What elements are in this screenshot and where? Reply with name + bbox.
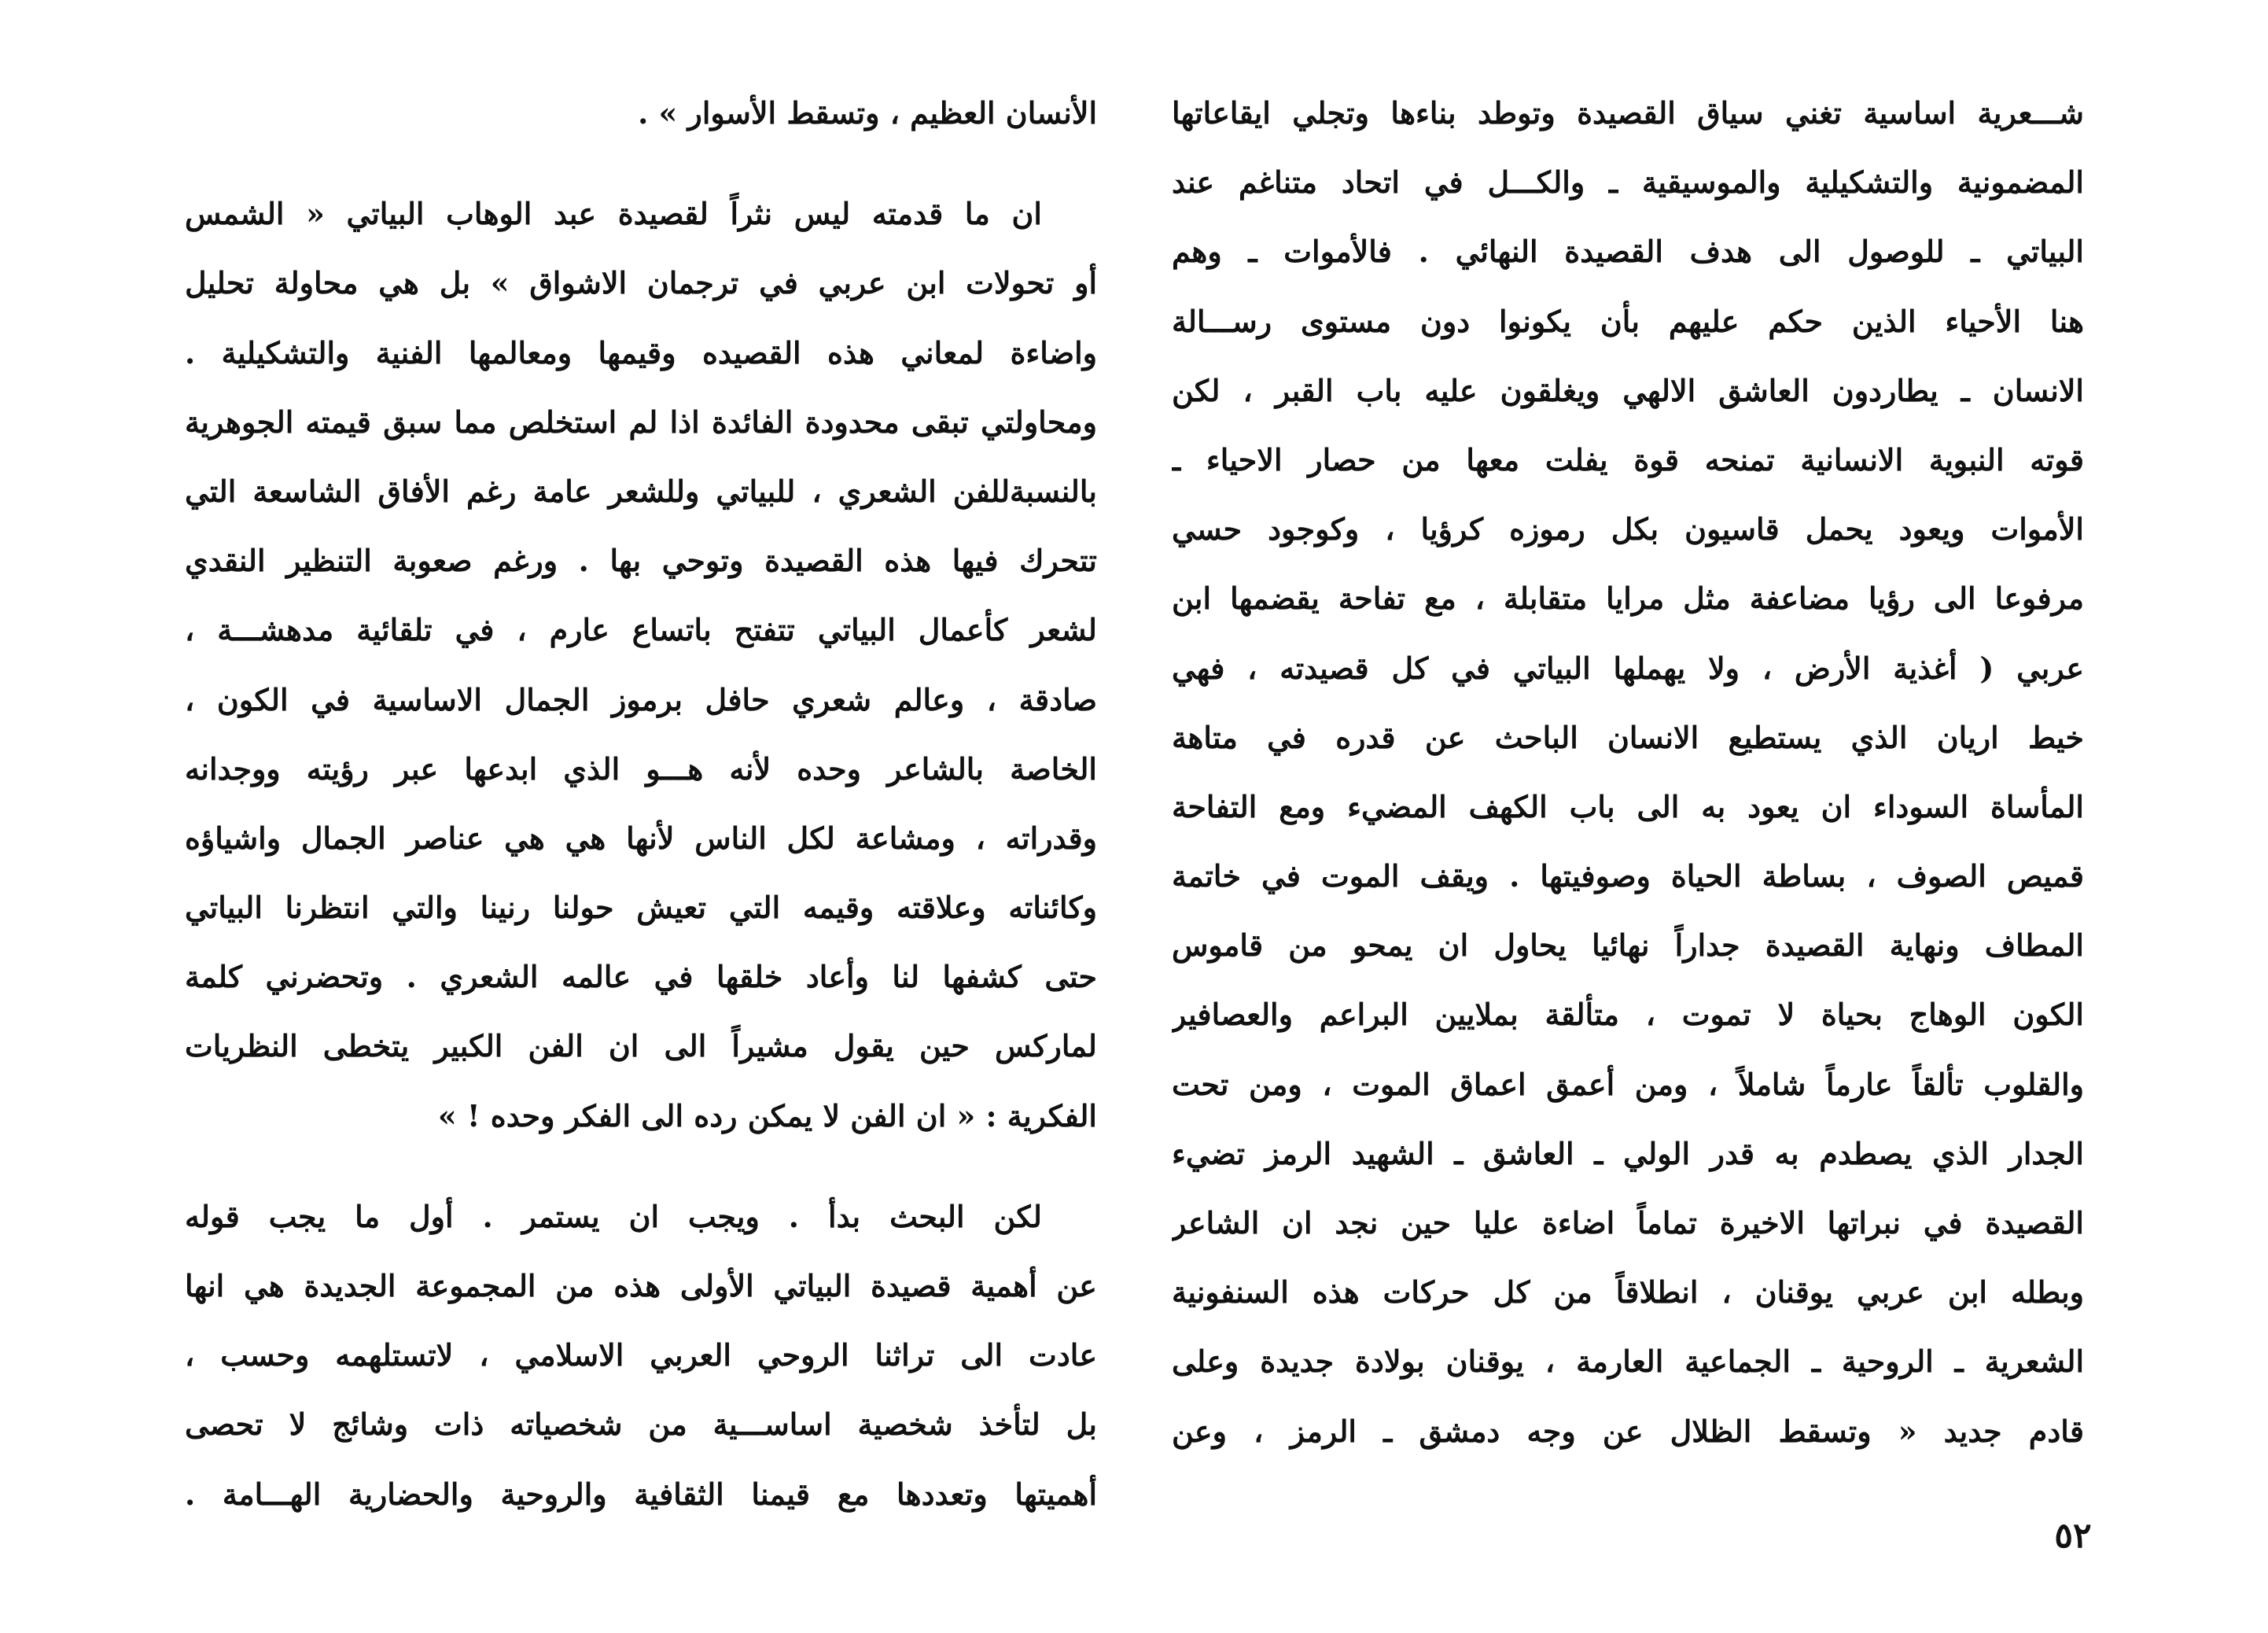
text-line: قميص الصوف ، بساطة الحياة وصوفيتها . ويقف الموت في خاتمة [1172,858,2084,894]
text-line: الانسان ـ يطاردون العاشق الالهي ويغلقون عليه باب القبر ، لكن [1172,372,2084,408]
text-line: المضمونية والتشكيلية والموسيقية ـ والكـــل في اتحاد متناغم عند [1172,164,2084,201]
right-text-column [1172,79,2084,1466]
text-line: البياتي ـ للوصول الى هدف القصيدة النهائي . فالأموات ـ وهم [1172,234,2084,270]
text-line: خيط اريان الذي يستطيع الانسان الباحث عن قدره في متاهة [1172,719,2084,755]
text-line: بل لتأخذ شخصية اساســـية من شخصياته ذات وشائج لا تحصى [185,1406,1097,1443]
text-line: تتحرك فيها هذه القصيدة وتوحي بها . ورغم صعوبة التنظير النقدي [185,543,1097,579]
text-line: لماركس حين يقول مشيراً الى ان الفن الكبير يتخطى النظريات [185,1028,1097,1064]
text-line: مرفوعا الى رؤيا مضاعفة مثل مرايا متقابلة ، مع تفاحة يقضمها ابن [1172,581,2084,617]
text-line: الكون الوهاج بحياة لا تموت ، متألقة بملايين البراعم والعصافير [1172,997,2084,1033]
paragraph-1 [185,179,1097,1151]
text-line: الخاصة بالشاعر وحده لأنه هـــو الذي ابدعها عبر رؤيته ووجدانه [185,750,1097,787]
paragraph-gap [185,1151,1097,1182]
opening-line: الأنسان العظيم ، وتسقط الأسوار » . [638,95,1097,131]
text-line: ومحاولتي تبقى محدودة الفائدة اذا لم استخلص مما سبق قيمته الجوهرية [185,404,1097,440]
text-line: حتى كشفها لنا وأعاد خلقها في عالمه الشعري . وتحضرني كلمة [185,959,1097,995]
text-line: عربي ( أغذية الأرض ، ولا يهملها البياتي في كل قصيدته ، فهي [1172,650,2084,686]
text-line: لشعر كأعمال البياتي تتفتح باتساع عارم ، في تلقائية مدهشـــة ، [185,612,1097,648]
text-line: قادم جديد « وتسقط الظلال عن وجه دمشق ـ الرمز ، وعن [1172,1413,2084,1449]
text-line: أهميتها وتعددها مع قيمنا الثقافية والروحية والحضارية الهـــامة . [185,1476,1097,1512]
text-line: القصيدة في نبراتها الاخيرة تماماً اضاءة عليا حين نجد ان الشاعر [1172,1205,2084,1240]
paragraph-gap [185,148,1097,179]
text-line: ان ما قدمته ليس نثراً لقصيدة عبد الوهاب البياتي « الشمس [185,196,1042,232]
text-line: الأموات ويعود يحمل قاسيون بكل رموزه كرؤيا ، وكوجود حسي [1172,511,2084,547]
text-line: أو تحولات ابن عربي في ترجمان الاشواق » بل هي محاولة تحليل [185,265,1097,301]
text-line: الجدار الذي يصطدم به قدر الولي ـ العاشق ـ الشهيد الرمز تضيء [1172,1135,2084,1171]
paragraph-2 [185,1182,1097,1529]
text-line: قوته النبوية الانسانية تمنحه قوة يفلت معها من حصار الاحياء ـ [1172,441,2084,477]
text-line: وبطله ابن عربي يوقنان ، انطلاقاً من كل حركات هذه السنفونية [1172,1274,2084,1310]
text-line: وكائناته وعلاقته وقيمه التي تعيش حولنا رنينا والتي انتظرنا البياتي [185,890,1097,926]
page-number: ٥٢ [2054,1516,2092,1556]
text-line: الفكرية : « ان الفن لا يمكن رده الى الفكر وحده ! » [437,1097,1097,1134]
text-line: صادقة ، وعالم شعري حافل برموز الجمال الاساسية في الكون ، [185,681,1097,717]
text-line: هنا الأحياء الذين حكم عليهم بأن يكونوا دون مستوى رســـالة [1172,303,2084,339]
text-line: بالنسبةللفن الشعري ، للبياتي وللشعر عامة رغم الأفاق الشاسعة التي [185,473,1097,509]
text-line: الشعرية ـ الروحية ـ الجماعية العارمة ، يوقنان بولادة جديدة وعلى [1172,1344,2084,1380]
text-line: المأساة السوداء ان يعود به الى باب الكهف المضيء ومع التفاحة [1172,788,2084,824]
text-line: عن أهمية قصيدة البياتي الأولى هذه من المجموعة الجديدة هي انها [185,1268,1097,1303]
text-line: واضاءة لمعاني هذه القصيده وقيمها ومعالمها الفنية والتشكيلية . [185,334,1097,370]
text-line: لكن البحث بدأ . ويجب ان يستمر . أول ما يجب قوله [185,1198,1042,1234]
left-text-column [185,79,1097,1529]
text-line: عادت الى تراثنا الروحي العربي الاسلامي ، لاتستلهمه وحسب ، [185,1337,1097,1373]
text-line: وقدراته ، ومشاعة لكل الناس لأنها هي هي عناصر الجمال واشياؤه [185,820,1097,856]
text-line: المطاف ونهاية القصيدة جداراً نهائيا يحاول ان يمحو من قاموس [1172,927,2084,964]
text-line: شـــعرية اساسية تغني سياق القصيدة وتوطد بناءها وتجلي ايقاعاتها [1172,95,2084,131]
text-line: والقلوب تألقاً عارماً شاملاً ، ومن أعمق اعماق الموت ، ومن تحت [1172,1066,2084,1102]
